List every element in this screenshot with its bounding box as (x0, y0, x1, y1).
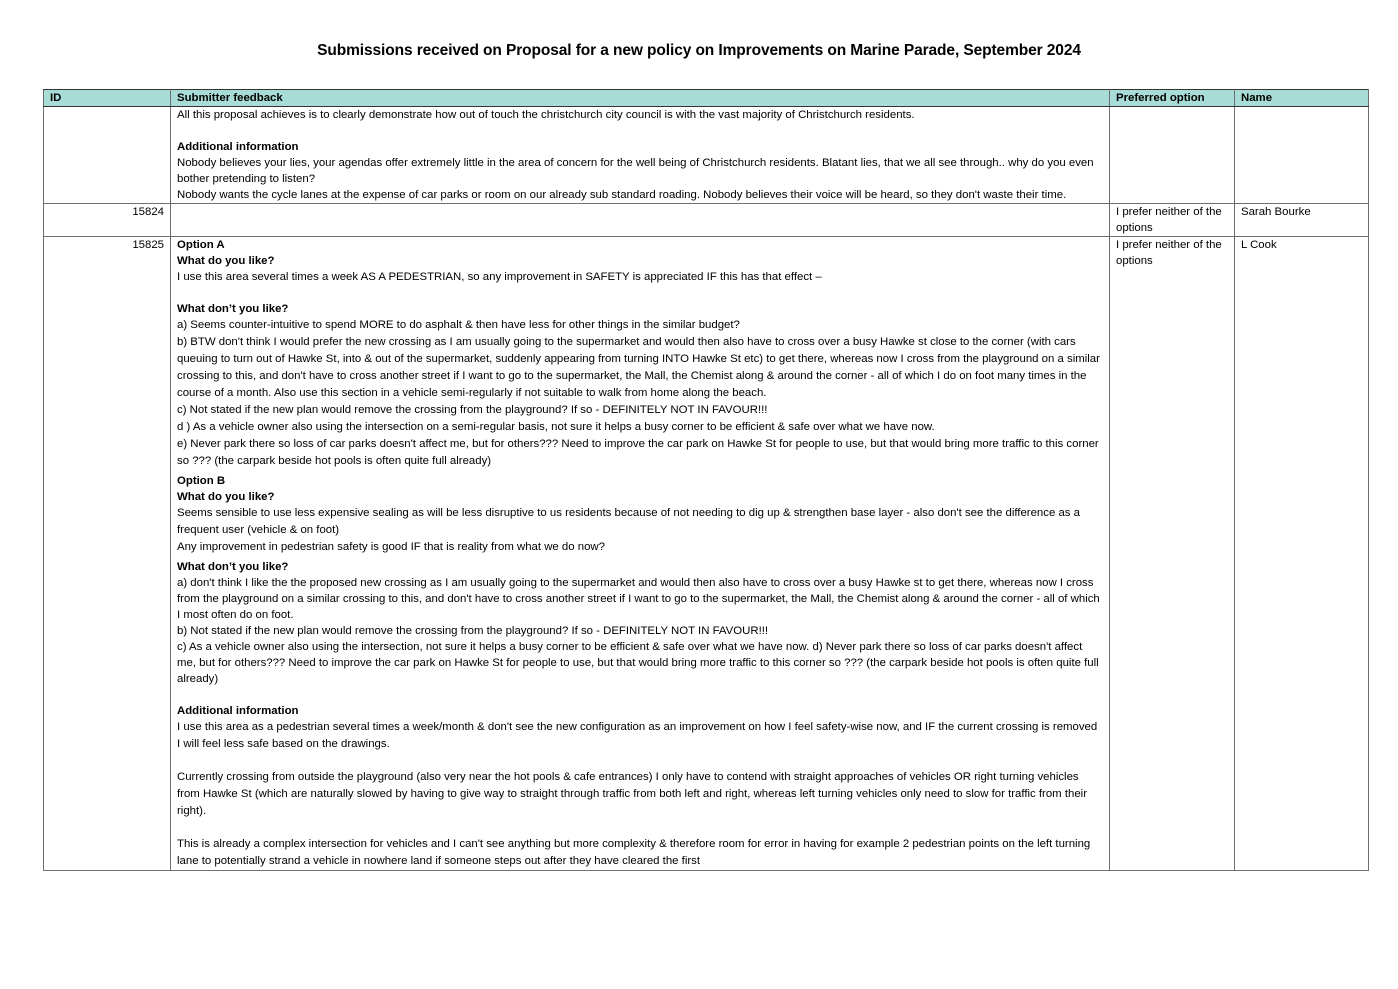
feedback-paragraph: Nobody wants the cycle lanes at the expense of car parks or room on our already sub standard roading. Nobody believes their voice will be heard, so they don't waste their time. (177, 189, 1067, 201)
feedback-item: c) As a vehicle owner also using the intersection, not sure it helps a busy corner to be efficient & safe over what we have now. d) Never park there so loss of car parks doesn't affect me, but for others??? Need to improve the car park on Hawke St for people to use, but that would bring more traffic to this corner so ??? (the carpark beside hot pools is often quite full already) (177, 641, 1099, 685)
feedback-item: Seems sensible to use less expensive sealing as will be less disruptive to us residents because of not needing to dig up & strengthen base layer - also don't see the difference as a frequent user (vehicle & on foot) (177, 507, 1080, 536)
submitter-feedback (171, 204, 1110, 237)
page-title: Submissions received on Proposal for a new policy on Improvements on Marine Parade, September 2024 (317, 42, 1081, 59)
feedback-paragraph: I use this area as a pedestrian several times a week/month & don't see the new configuration as an improvement on how I feel safety-wise now, and IF the current crossing is removed I will feel less safe based on the drawings. (177, 721, 1098, 750)
table-header-row (44, 90, 1369, 107)
section-heading: What do you like? (177, 255, 275, 267)
feedback-item: a) don't think I like the the proposed new crossing as I am usually going to the supermarket and would then also have to cross over a busy Hawke st to get there, whereas now I cross from the playground on a similar crossing to this, and don't have to cross another street if I want to go to the supermarket, the Mall, the Chemist along & around the corner - all of which I most often do on foot. (177, 577, 1100, 621)
table-row (44, 237, 1369, 871)
section-heading: What do you like? (177, 491, 275, 503)
feedback-item: Any improvement in pedestrian safety is good IF that is reality from what we do now? (177, 541, 605, 553)
preferred-option: I prefer neither of the options (1110, 204, 1235, 237)
feedback-item: a) Seems counter-intuitive to spend MORE to do asphalt & then have less for other things in the similar budget? (177, 319, 740, 331)
table-row (44, 204, 1369, 237)
submitter-name: L Cook (1235, 237, 1369, 871)
section-heading: Option A (177, 239, 225, 251)
preferred-option: I prefer neither of the options (1110, 237, 1235, 871)
column-header-id: ID (44, 90, 171, 107)
feedback-item: c) Not stated if the new plan would remove the crossing from the playground? If so - DEFINITELY NOT IN FAVOUR!!! (177, 404, 768, 416)
submitter-feedback (171, 107, 1110, 204)
submission-id: 15825 (44, 237, 171, 871)
feedback-item: b) BTW don't think I would prefer the new crossing as I am usually going to the supermarket and would then also have to cross over a busy Hawke st close to the corner (with cars queuing to turn out of Hawke St, into & out of the supermarket, suddenly appearing from turning INTO Hawke St etc) to get there, whereas now I cross from the playground on a similar crossing to this, and don't have to cross another street if I want to go to the supermarket, the Mall, the Chemist along & around the corner - all of which I do on foot many times in the course of a month. Also use this section in a vehicle semi-regularly if not suitable to walk from home along the beach. (177, 336, 1100, 399)
feedback-item: d ) As a vehicle owner also using the intersection on a semi-regular basis, not sure it helps a busy corner to be efficient & safe over what we have now. (177, 421, 935, 433)
section-heading: Additional information (177, 141, 299, 153)
table-row (44, 107, 1369, 204)
section-heading: Additional information (177, 705, 299, 717)
submitter-name (1235, 107, 1369, 204)
section-heading: What don’t you like? (177, 561, 289, 573)
submitter-feedback (171, 237, 1110, 871)
feedback-paragraph: I use this area several times a week AS A PEDESTRIAN, so any improvement in SAFETY is appreciated IF this has that effect – (177, 271, 822, 283)
submission-id: 15824 (44, 204, 171, 237)
column-header-name: Name (1235, 90, 1369, 107)
column-header-feedback: Submitter feedback (171, 90, 1110, 107)
submissions-table (43, 89, 1369, 871)
feedback-item: e) Never park there so loss of car parks doesn't affect me, but for others??? Need to improve the car park on Hawke St for people to use, but that would bring more traffic to this corner so ??? (the carpark beside hot pools is often quite full already) (177, 438, 1099, 467)
feedback-paragraph: This is already a complex intersection for vehicles and I can't see anything but more complexity & therefore room for error in having for example 2 pedestrian points on the left turning lane to potentially strand a vehicle in nowhere land if someone steps out after they have cleared the first (177, 838, 1091, 867)
feedback-paragraph: All this proposal achieves is to clearly demonstrate how out of touch the christchurch city council is with the vast majority of Christchurch residents. (177, 109, 915, 121)
preferred-option (1110, 107, 1235, 204)
submission-id (44, 107, 171, 204)
feedback-paragraph: Nobody believes your lies, your agendas offer extremely little in the area of concern for the well being of Christchurch residents. Blatant lies, that we all see through.. why do you even bother pretending to listen? (177, 157, 1094, 185)
feedback-item: b) Not stated if the new plan would remove the crossing from the playground? If so - DEFINITELY NOT IN FAVOUR!!! (177, 625, 769, 637)
submitter-name: Sarah Bourke (1235, 204, 1369, 237)
section-heading: Option B (177, 475, 226, 487)
section-heading: What don’t you like? (177, 303, 289, 315)
feedback-paragraph: Currently crossing from outside the playground (also very near the hot pools & cafe entrances) I only have to contend with straight approaches of vehicles OR right turning vehicles from Hawke St (which are naturally slowed by having to give way to straight through traffic from both left and right, whereas left turning vehicles only need to slow for traffic from their right). (177, 771, 1087, 817)
column-header-preferred-option: Preferred option (1110, 90, 1235, 107)
